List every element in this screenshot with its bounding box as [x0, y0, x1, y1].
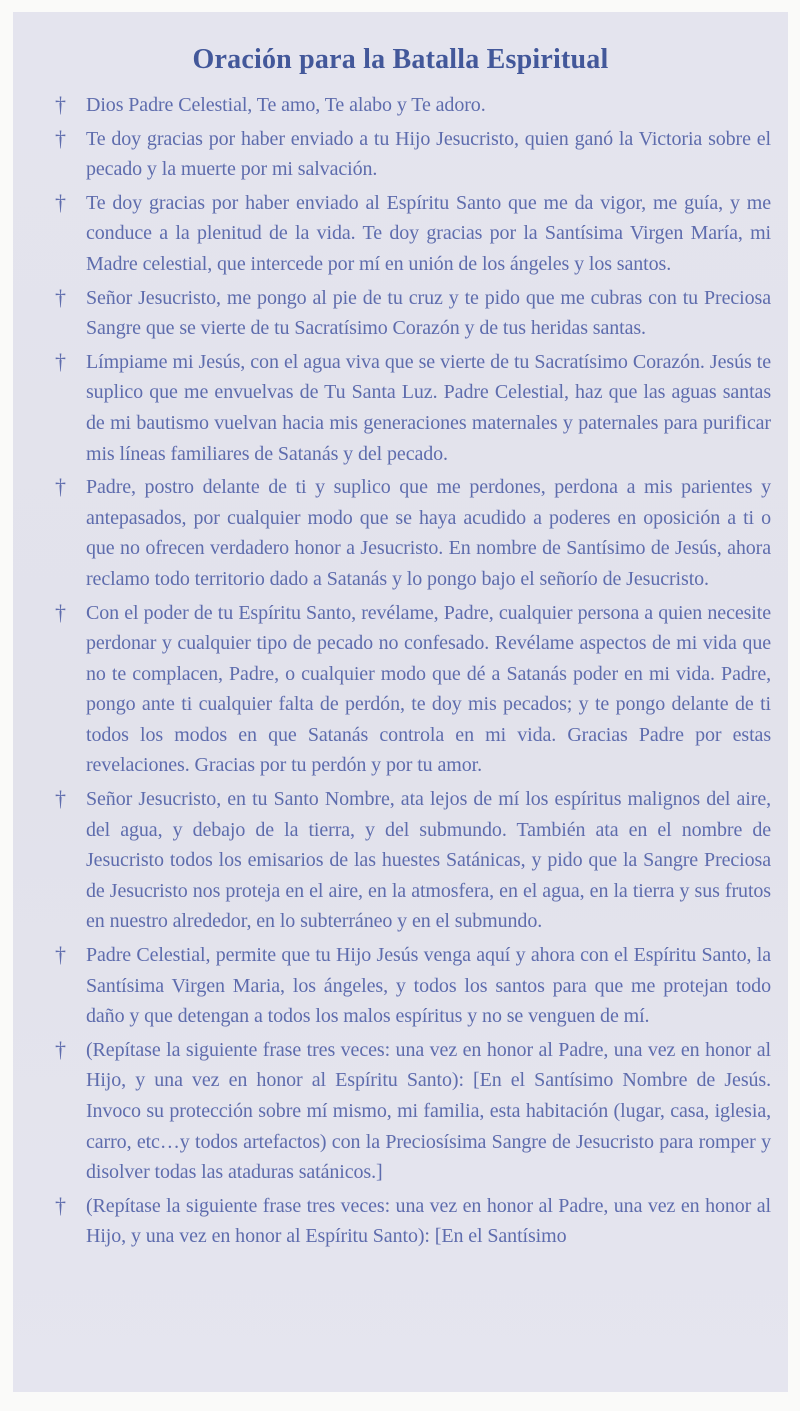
prayer-item	[55, 784, 771, 937]
prayer-item	[55, 124, 771, 185]
prayer-item	[55, 1191, 771, 1252]
prayer-item	[55, 283, 771, 344]
cross-bullet-icon: †	[55, 942, 66, 968]
prayer-text: Señor Jesucristo, me pongo al pie de tu cruz y te pido que me cubras con tu Preciosa Sangre que se vierte de tu Sacratísimo Corazón y de tus heridas santas.	[86, 286, 771, 340]
prayer-text: Te doy gracias por haber enviado al Espíritu Santo que me da vigor, me guía, y me conduce a la plenitud de la vida. Te doy gracias por la Santísima Virgen María, mi Madre celestial, que intercede por mí en unión de los ángeles y los santos.	[86, 191, 771, 275]
cross-bullet-icon: †	[55, 474, 66, 500]
prayer-item	[55, 1035, 771, 1188]
prayer-text: Señor Jesucristo, en tu Santo Nombre, ata lejos de mí los espíritus malignos del aire, del agua, y debajo de la tierra, y del submundo. También ata en el nombre de Jesucristo todos los emisarios de las huestes Satánicas, y pido que la Sangre Preciosa de Jesucristo nos proteja en el aire, en la atmosfera, en el agua, en la tierra y sus frutos en nuestro alrededor, en lo subterráneo y en el submundo.	[86, 788, 771, 933]
prayer-text: Padre, postro delante de ti y suplico que me perdones, perdona a mis parientes y antepasados, por cualquier modo que se haya acudido a poderes en oposición a ti o que no ofrecen verdadero honor a Jesucristo. En nombre de Santísimo de Jesús, ahora reclamo todo territorio dado a Satanás y lo pongo bajo el señorío de Jesucristo.	[86, 476, 771, 590]
prayer-item	[55, 472, 771, 594]
cross-bullet-icon: †	[55, 348, 66, 374]
prayer-text: Dios Padre Celestial, Te amo, Te alabo y Te adoro.	[86, 94, 486, 116]
prayer-item	[55, 940, 771, 1032]
prayer-text: Padre Celestial, permite que tu Hijo Jesús venga aquí y ahora con el Espíritu Santo, la Santísima Virgen Maria, los ángeles, y todos los santos para que me protejan todo daño y que detengan a todos los malos espíritus y no se venguen de mí.	[86, 944, 771, 1028]
prayer-item	[55, 188, 771, 280]
prayer-item	[55, 598, 771, 782]
cross-bullet-icon: †	[55, 125, 66, 151]
prayer-list	[13, 90, 788, 1252]
prayer-text: Con el poder de tu Espíritu Santo, revélame, Padre, cualquier persona a quien necesite perdonar y cualquier tipo de pecado no confesado. Revélame aspectos de mi vida que no te complacen, Padre, o cualquier modo que dé a Satanás poder en mi vida. Padre, pongo ante ti cualquier falta de perdón, te doy mis pecados; y te pongo delante de ti todos los modos en que Satanás controla en mi vida. Gracias Padre por estas revelaciones. Gracias por tu perdón y por tu amor.	[86, 601, 771, 777]
prayer-item	[55, 90, 771, 121]
cross-bullet-icon: †	[55, 189, 66, 215]
cross-bullet-icon: †	[55, 284, 66, 310]
cross-bullet-icon: †	[55, 92, 66, 117]
cross-bullet-icon: †	[55, 1192, 66, 1218]
page-title: Oración para la Batalla Espiritual	[192, 44, 609, 75]
prayer-card	[13, 12, 788, 1392]
cross-bullet-icon: †	[55, 1036, 66, 1062]
cross-bullet-icon: †	[55, 599, 66, 625]
prayer-text: (Repítase la siguiente frase tres veces: una vez en honor al Padre, una vez en honor al Hijo, y una vez en honor al Espíritu Santo): [En el Santísimo Nombre de Jesús. Invoco su protección sobre mí mismo, mi familia, esta habitación (lugar, casa, iglesia, carro, etc…y todos artefactos) con la Preciosísima Sangre de Jesucristo para romper y disolver todas las ataduras satánicos.]	[86, 1038, 771, 1184]
prayer-text: Límpiame mi Jesús, con el agua viva que se vierte de tu Sacratísimo Corazón. Jesús te suplico que me envuelvas de Tu Santa Luz. Padre Celestial, haz que las aguas santas de mi bautismo vuelvan hacia mis generaciones maternales y paternales para purificar mis líneas familiares de Satanás y del pecado.	[86, 350, 771, 465]
cross-bullet-icon: †	[55, 786, 66, 812]
prayer-text: (Repítase la siguiente frase tres veces: una vez en honor al Padre, una vez en honor al Hijo, y una vez en honor al Espíritu Santo): [En el Santísimo	[86, 1194, 771, 1248]
prayer-item	[55, 347, 771, 469]
prayer-text: Te doy gracias por haber enviado a tu Hijo Jesucristo, quien ganó la Victoria sobre el pecado y la muerte por mi salvación.	[86, 127, 771, 181]
